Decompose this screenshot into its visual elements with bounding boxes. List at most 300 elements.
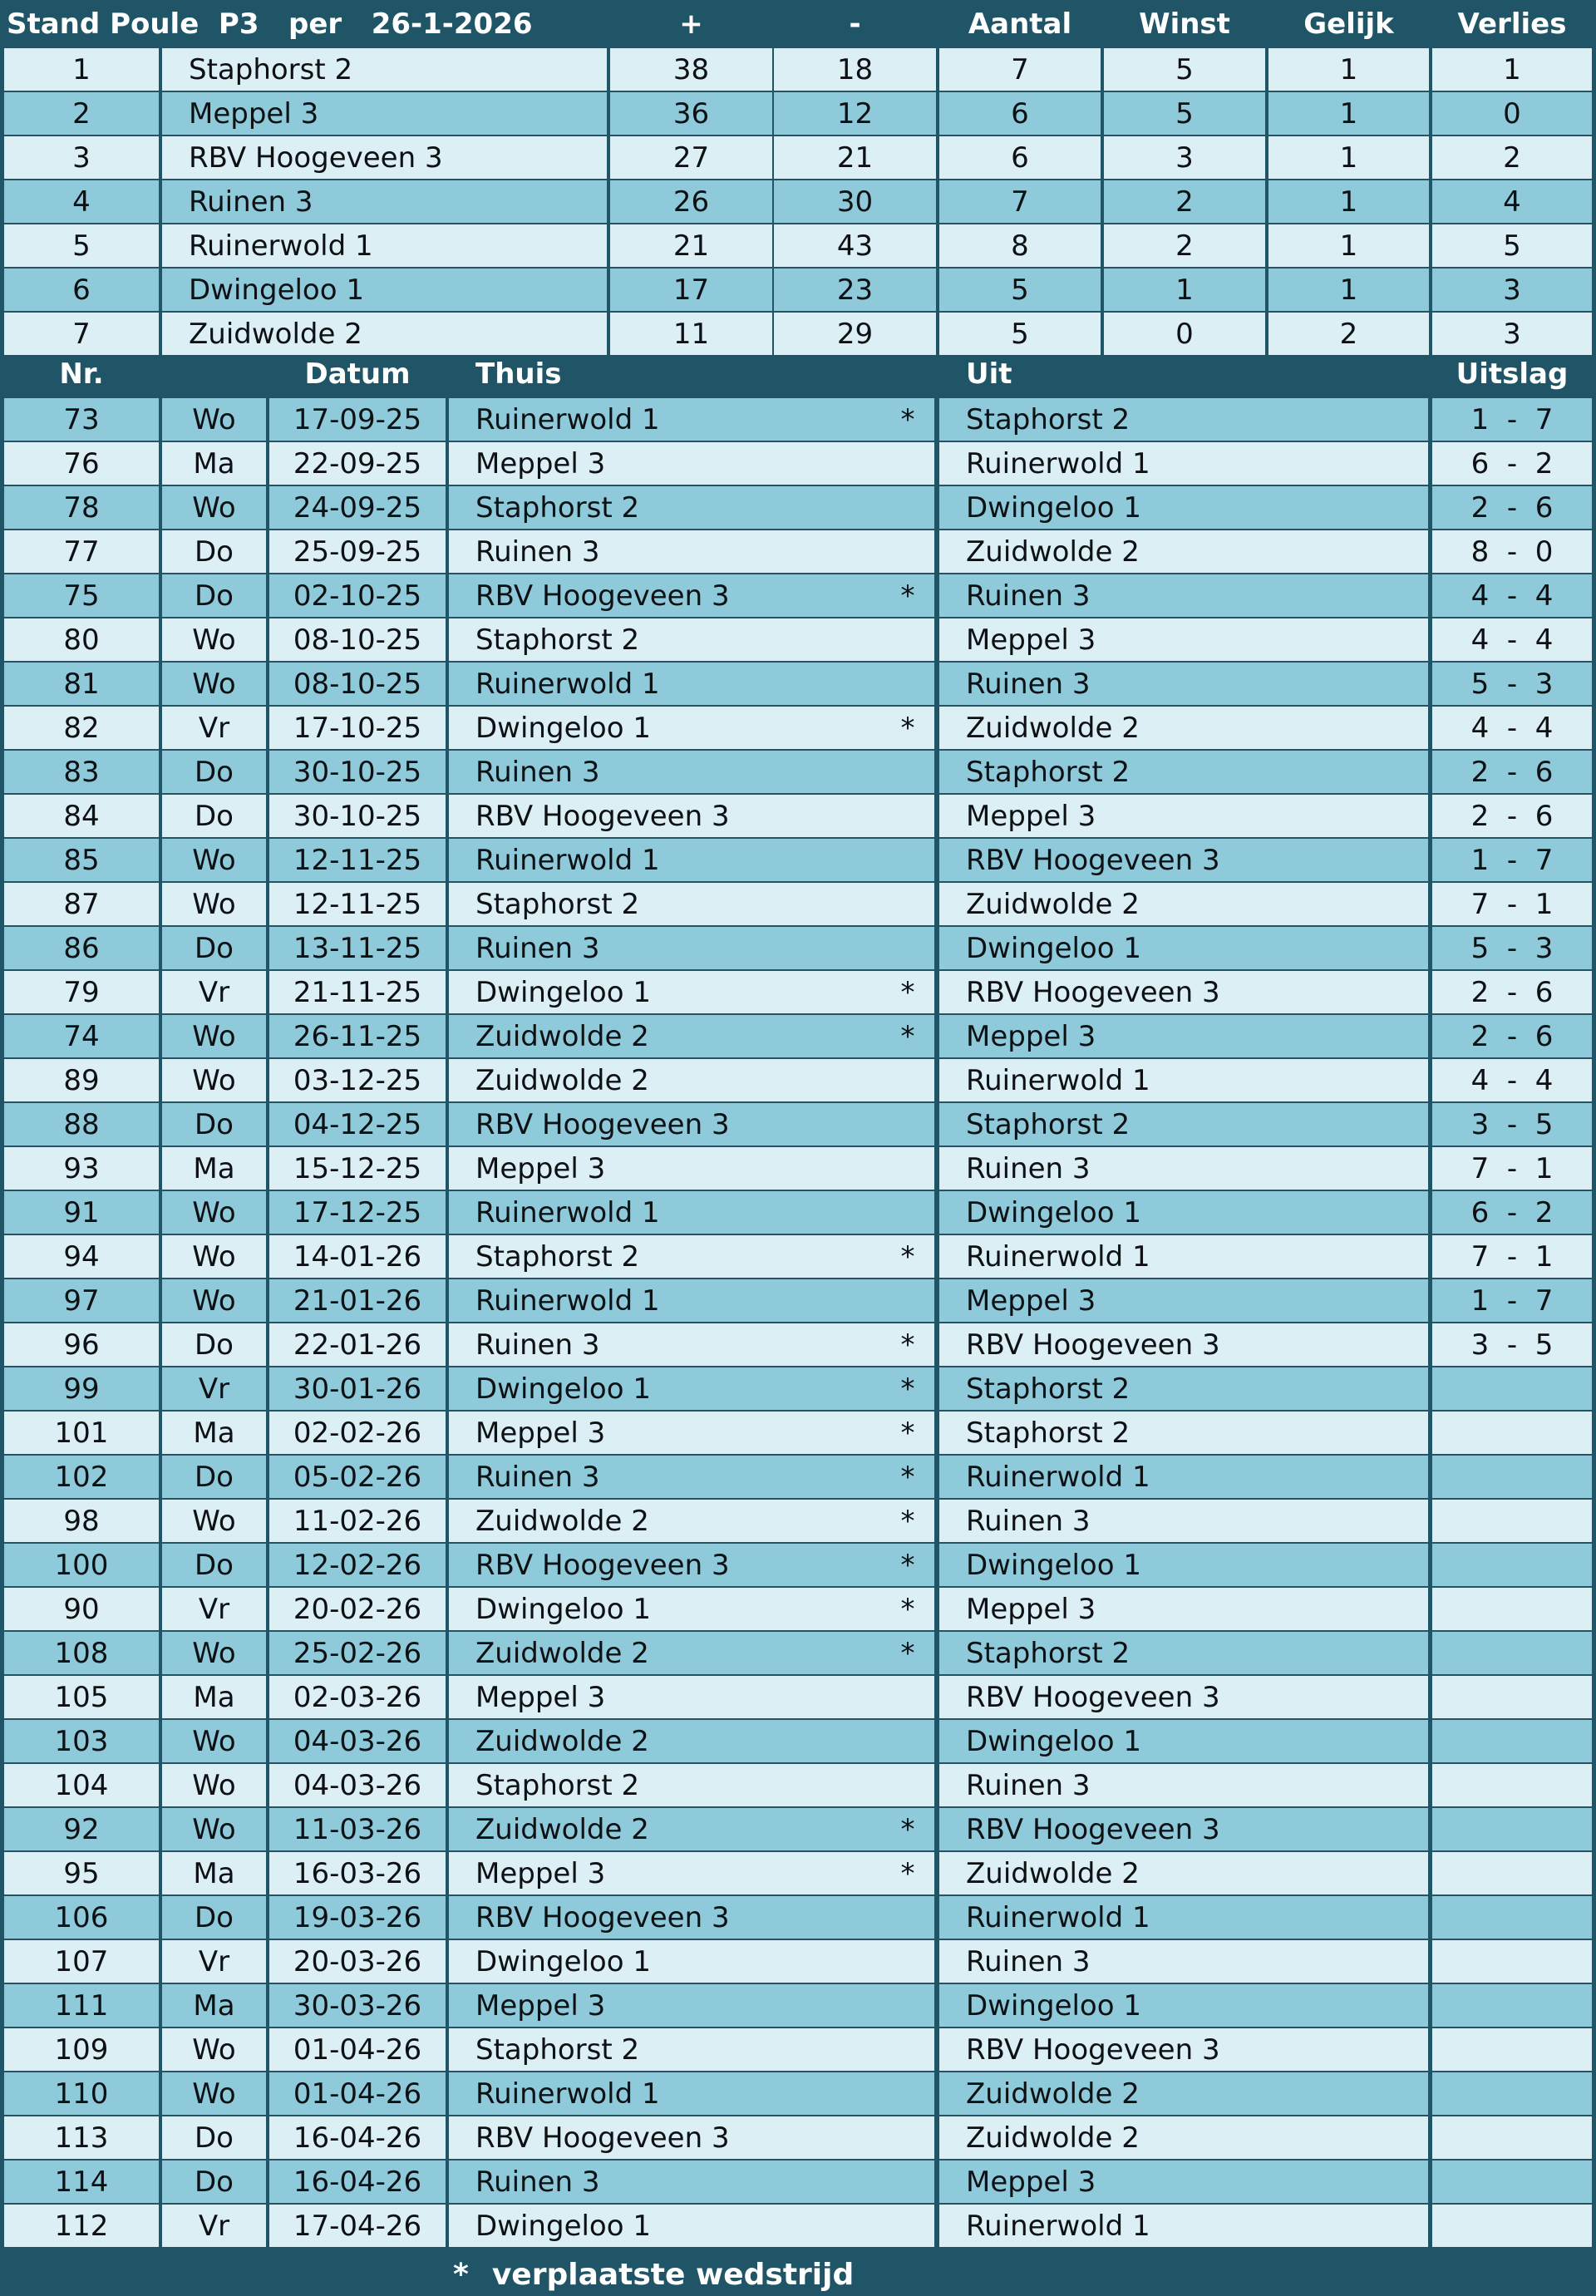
match-result: 7 - 1 xyxy=(1432,1147,1592,1190)
match-nr: 90 xyxy=(4,1588,159,1630)
match-date: 02-10-25 xyxy=(269,574,446,617)
match-date: 11-03-26 xyxy=(269,1808,446,1850)
match-home: RBV Hoogeveen 3 xyxy=(449,1544,881,1586)
match-moved-mark: * xyxy=(881,574,934,617)
standings-row xyxy=(0,48,1596,91)
match-home: Staphorst 2 xyxy=(449,883,881,925)
match-moved-mark: * xyxy=(881,1500,934,1542)
standing-plus: 17 xyxy=(610,269,772,311)
standings-row xyxy=(0,269,1596,311)
standing-verlies: 2 xyxy=(1432,136,1592,179)
footer-text: verplaatste wedstrijd xyxy=(491,2257,855,2292)
match-away: Zuidwolde 2 xyxy=(939,2072,1428,2115)
match-moved-mark xyxy=(881,839,934,881)
match-away: Staphorst 2 xyxy=(939,1632,1428,1674)
match-date: 22-09-25 xyxy=(269,442,446,485)
match-moved-mark xyxy=(881,1147,934,1190)
match-date: 30-10-25 xyxy=(269,795,446,837)
schedule-header-row xyxy=(0,355,1596,393)
match-moved-mark xyxy=(881,2161,934,2203)
match-date: 20-02-26 xyxy=(269,1588,446,1630)
match-moved-mark xyxy=(881,618,934,661)
match-date: 17-09-25 xyxy=(269,398,446,441)
standing-pos: 3 xyxy=(4,136,159,179)
match-result xyxy=(1432,1456,1592,1498)
match-moved-mark xyxy=(881,2028,934,2071)
match-row xyxy=(0,442,1596,485)
match-home: Ruinen 3 xyxy=(449,1456,881,1498)
match-day: Vr xyxy=(162,971,266,1013)
match-result xyxy=(1432,1632,1592,1674)
match-away: Ruinerwold 1 xyxy=(939,1059,1428,1101)
match-nr: 105 xyxy=(4,1676,159,1718)
match-day: Wo xyxy=(162,663,266,705)
match-result xyxy=(1432,1940,1592,1983)
standing-gelijk: 1 xyxy=(1268,180,1429,223)
match-nr: 112 xyxy=(4,2205,159,2247)
match-day: Wo xyxy=(162,839,266,881)
header-uitslag: Uitslag xyxy=(1456,357,1569,391)
standing-winst: 0 xyxy=(1104,313,1265,355)
match-home: Meppel 3 xyxy=(449,1984,881,2027)
match-row xyxy=(0,574,1596,617)
match-moved-mark xyxy=(881,751,934,793)
match-date: 04-03-26 xyxy=(269,1764,446,1806)
match-date: 04-03-26 xyxy=(269,1720,446,1762)
match-home: RBV Hoogeveen 3 xyxy=(449,574,881,617)
match-nr: 104 xyxy=(4,1764,159,1806)
standing-gelijk: 1 xyxy=(1268,136,1429,179)
match-date: 30-03-26 xyxy=(269,1984,446,2027)
match-away: Zuidwolde 2 xyxy=(939,883,1428,925)
match-moved-mark: * xyxy=(881,1323,934,1366)
match-result xyxy=(1432,1500,1592,1542)
standing-minus: 21 xyxy=(774,136,936,179)
match-date: 03-12-25 xyxy=(269,1059,446,1101)
match-row xyxy=(0,1191,1596,1234)
match-row xyxy=(0,1235,1596,1278)
match-nr: 99 xyxy=(4,1367,159,1410)
match-result: 3 - 5 xyxy=(1432,1103,1592,1146)
match-date: 26-11-25 xyxy=(269,1015,446,1057)
match-result xyxy=(1432,1720,1592,1762)
footer-note xyxy=(0,2253,1596,2296)
header-datum: Datum xyxy=(304,357,411,391)
match-row xyxy=(0,2116,1596,2159)
match-moved-mark xyxy=(881,442,934,485)
standing-aantal: 8 xyxy=(939,224,1101,267)
match-day: Ma xyxy=(162,1852,266,1894)
match-moved-mark xyxy=(881,1984,934,2027)
standing-gelijk: 2 xyxy=(1268,313,1429,355)
match-result: 2 - 6 xyxy=(1432,795,1592,837)
match-row xyxy=(0,2205,1596,2247)
match-day: Do xyxy=(162,1896,266,1939)
match-nr: 88 xyxy=(4,1103,159,1146)
match-away: Ruinen 3 xyxy=(939,663,1428,705)
match-row xyxy=(0,1147,1596,1190)
match-home: RBV Hoogeveen 3 xyxy=(449,1103,881,1146)
match-row xyxy=(0,486,1596,529)
match-day: Wo xyxy=(162,883,266,925)
match-nr: 94 xyxy=(4,1235,159,1278)
match-home: RBV Hoogeveen 3 xyxy=(449,1896,881,1939)
match-away: Dwingeloo 1 xyxy=(939,1984,1428,2027)
match-date: 21-11-25 xyxy=(269,971,446,1013)
match-home: Dwingeloo 1 xyxy=(449,1940,881,1983)
match-nr: 89 xyxy=(4,1059,159,1101)
match-date: 24-09-25 xyxy=(269,486,446,529)
match-moved-mark xyxy=(881,1191,934,1234)
match-date: 22-01-26 xyxy=(269,1323,446,1366)
match-day: Wo xyxy=(162,1235,266,1278)
match-result: 5 - 3 xyxy=(1432,663,1592,705)
match-row xyxy=(0,1367,1596,1410)
match-home: Ruinen 3 xyxy=(449,530,881,573)
standings-header-row xyxy=(0,0,1596,48)
standing-winst: 5 xyxy=(1104,48,1265,91)
match-nr: 108 xyxy=(4,1632,159,1674)
match-day: Ma xyxy=(162,442,266,485)
match-day: Do xyxy=(162,574,266,617)
match-date: 12-11-25 xyxy=(269,883,446,925)
match-day: Wo xyxy=(162,1279,266,1322)
match-away: Dwingeloo 1 xyxy=(939,927,1428,969)
match-away: Dwingeloo 1 xyxy=(939,1544,1428,1586)
match-moved-mark xyxy=(881,1676,934,1718)
match-nr: 101 xyxy=(4,1412,159,1454)
match-date: 21-01-26 xyxy=(269,1279,446,1322)
match-away: RBV Hoogeveen 3 xyxy=(939,1676,1428,1718)
match-nr: 82 xyxy=(4,707,159,749)
match-home: Ruinerwold 1 xyxy=(449,663,881,705)
match-day: Wo xyxy=(162,1059,266,1101)
match-date: 12-02-26 xyxy=(269,1544,446,1586)
match-moved-mark: * xyxy=(881,1367,934,1410)
match-date: 17-10-25 xyxy=(269,707,446,749)
standing-minus: 12 xyxy=(774,92,936,135)
match-row xyxy=(0,1808,1596,1850)
match-date: 11-02-26 xyxy=(269,1500,446,1542)
match-home: Meppel 3 xyxy=(449,1412,881,1454)
match-result xyxy=(1432,1984,1592,2027)
match-result: 2 - 6 xyxy=(1432,751,1592,793)
standing-plus: 36 xyxy=(610,92,772,135)
match-result: 2 - 6 xyxy=(1432,1015,1592,1057)
match-day: Wo xyxy=(162,1808,266,1850)
match-result: 7 - 1 xyxy=(1432,883,1592,925)
header-verlies: Verlies xyxy=(1457,7,1567,41)
match-day: Do xyxy=(162,1323,266,1366)
match-row xyxy=(0,795,1596,837)
match-row xyxy=(0,751,1596,793)
match-row xyxy=(0,1103,1596,1146)
match-away: Ruinerwold 1 xyxy=(939,2205,1428,2247)
match-date: 08-10-25 xyxy=(269,618,446,661)
match-away: RBV Hoogeveen 3 xyxy=(939,971,1428,1013)
match-result: 2 - 6 xyxy=(1432,971,1592,1013)
match-day: Wo xyxy=(162,2072,266,2115)
standings-row xyxy=(0,313,1596,355)
match-moved-mark: * xyxy=(881,1632,934,1674)
match-day: Wo xyxy=(162,1632,266,1674)
match-home: Meppel 3 xyxy=(449,1852,881,1894)
match-nr: 109 xyxy=(4,2028,159,2071)
match-date: 01-04-26 xyxy=(269,2072,446,2115)
match-result: 4 - 4 xyxy=(1432,618,1592,661)
header-aantal: Aantal xyxy=(968,7,1072,41)
match-moved-mark: * xyxy=(881,1808,934,1850)
match-nr: 84 xyxy=(4,795,159,837)
match-result: 1 - 7 xyxy=(1432,398,1592,441)
match-home: Ruinen 3 xyxy=(449,1323,881,1366)
standing-plus: 38 xyxy=(610,48,772,91)
match-result xyxy=(1432,1544,1592,1586)
standing-gelijk: 1 xyxy=(1268,48,1429,91)
header-nr: Nr. xyxy=(59,357,104,391)
standing-verlies: 3 xyxy=(1432,313,1592,355)
standing-verlies: 1 xyxy=(1432,48,1592,91)
match-day: Wo xyxy=(162,486,266,529)
match-nr: 107 xyxy=(4,1940,159,1983)
match-nr: 77 xyxy=(4,530,159,573)
match-nr: 80 xyxy=(4,618,159,661)
match-day: Do xyxy=(162,530,266,573)
match-moved-mark xyxy=(881,1896,934,1939)
match-nr: 113 xyxy=(4,2116,159,2159)
standing-minus: 30 xyxy=(774,180,936,223)
match-date: 16-04-26 xyxy=(269,2116,446,2159)
match-nr: 92 xyxy=(4,1808,159,1850)
standing-minus: 23 xyxy=(774,269,936,311)
match-row xyxy=(0,1852,1596,1894)
standing-aantal: 6 xyxy=(939,92,1101,135)
match-away: Staphorst 2 xyxy=(939,1412,1428,1454)
standing-minus: 43 xyxy=(774,224,936,267)
match-nr: 110 xyxy=(4,2072,159,2115)
match-row xyxy=(0,1940,1596,1983)
header-uit: Uit xyxy=(966,357,1012,391)
match-day: Wo xyxy=(162,1720,266,1762)
match-nr: 98 xyxy=(4,1500,159,1542)
standing-gelijk: 1 xyxy=(1268,92,1429,135)
match-result xyxy=(1432,1852,1592,1894)
match-moved-mark xyxy=(881,1940,934,1983)
match-moved-mark xyxy=(881,1279,934,1322)
match-home: Ruinerwold 1 xyxy=(449,398,881,441)
standing-aantal: 6 xyxy=(939,136,1101,179)
match-day: Do xyxy=(162,1103,266,1146)
match-moved-mark: * xyxy=(881,971,934,1013)
match-result: 5 - 3 xyxy=(1432,927,1592,969)
match-away: Ruinen 3 xyxy=(939,1764,1428,1806)
standing-aantal: 7 xyxy=(939,180,1101,223)
match-moved-mark: * xyxy=(881,1412,934,1454)
standing-pos: 5 xyxy=(4,224,159,267)
match-result: 4 - 4 xyxy=(1432,1059,1592,1101)
match-nr: 93 xyxy=(4,1147,159,1190)
match-day: Vr xyxy=(162,1588,266,1630)
match-day: Do xyxy=(162,2116,266,2159)
match-moved-mark: * xyxy=(881,1852,934,1894)
match-row xyxy=(0,530,1596,573)
match-date: 16-03-26 xyxy=(269,1852,446,1894)
header-thuis: Thuis xyxy=(475,357,562,391)
match-home: Zuidwolde 2 xyxy=(449,1015,881,1057)
header-winst: Winst xyxy=(1139,7,1230,41)
match-day: Wo xyxy=(162,1764,266,1806)
match-result: 2 - 6 xyxy=(1432,486,1592,529)
match-row xyxy=(0,883,1596,925)
match-row xyxy=(0,1500,1596,1542)
match-row xyxy=(0,1588,1596,1630)
match-result: 7 - 1 xyxy=(1432,1235,1592,1278)
match-day: Vr xyxy=(162,2205,266,2247)
standing-aantal: 5 xyxy=(939,313,1101,355)
match-away: Ruinen 3 xyxy=(939,1500,1428,1542)
match-home: Zuidwolde 2 xyxy=(449,1632,881,1674)
match-home: Zuidwolde 2 xyxy=(449,1500,881,1542)
match-row xyxy=(0,2161,1596,2203)
match-home: Meppel 3 xyxy=(449,442,881,485)
match-date: 08-10-25 xyxy=(269,663,446,705)
standing-pos: 7 xyxy=(4,313,159,355)
match-date: 13-11-25 xyxy=(269,927,446,969)
match-day: Do xyxy=(162,751,266,793)
standing-team: Staphorst 2 xyxy=(162,48,607,91)
match-result: 1 - 7 xyxy=(1432,1279,1592,1322)
match-home: Ruinen 3 xyxy=(449,2161,881,2203)
match-moved-mark: * xyxy=(881,1544,934,1586)
match-away: RBV Hoogeveen 3 xyxy=(939,1323,1428,1366)
header-gelijk: Gelijk xyxy=(1303,7,1394,41)
match-row xyxy=(0,1059,1596,1101)
standing-winst: 2 xyxy=(1104,224,1265,267)
match-home: Staphorst 2 xyxy=(449,486,881,529)
match-row xyxy=(0,1544,1596,1586)
standing-team: Dwingeloo 1 xyxy=(162,269,607,311)
standing-team: Meppel 3 xyxy=(162,92,607,135)
match-result xyxy=(1432,1367,1592,1410)
standing-winst: 3 xyxy=(1104,136,1265,179)
match-moved-mark: * xyxy=(881,1456,934,1498)
match-row xyxy=(0,1764,1596,1806)
standings-title: Stand Poule P3 per 26-1-2026 xyxy=(7,7,533,41)
match-date: 04-12-25 xyxy=(269,1103,446,1146)
match-result xyxy=(1432,1588,1592,1630)
match-nr: 100 xyxy=(4,1544,159,1586)
match-date: 17-12-25 xyxy=(269,1191,446,1234)
match-row xyxy=(0,1632,1596,1674)
standings-row xyxy=(0,224,1596,267)
standing-verlies: 4 xyxy=(1432,180,1592,223)
standing-winst: 1 xyxy=(1104,269,1265,311)
match-away: Ruinen 3 xyxy=(939,1940,1428,1983)
header-minus: - xyxy=(849,7,861,41)
match-result xyxy=(1432,2161,1592,2203)
standings-row xyxy=(0,136,1596,179)
standing-team: Zuidwolde 2 xyxy=(162,313,607,355)
match-away: Ruinerwold 1 xyxy=(939,442,1428,485)
match-result: 8 - 0 xyxy=(1432,530,1592,573)
match-nr: 111 xyxy=(4,1984,159,2027)
match-away: Staphorst 2 xyxy=(939,398,1428,441)
match-away: Zuidwolde 2 xyxy=(939,2116,1428,2159)
match-day: Do xyxy=(162,927,266,969)
match-day: Ma xyxy=(162,1984,266,2027)
match-date: 20-03-26 xyxy=(269,1940,446,1983)
match-away: RBV Hoogeveen 3 xyxy=(939,1808,1428,1850)
standing-pos: 2 xyxy=(4,92,159,135)
match-away: Staphorst 2 xyxy=(939,1367,1428,1410)
match-nr: 106 xyxy=(4,1896,159,1939)
match-away: RBV Hoogeveen 3 xyxy=(939,839,1428,881)
match-row xyxy=(0,1412,1596,1454)
match-moved-mark xyxy=(881,883,934,925)
match-moved-mark xyxy=(881,663,934,705)
match-result: 6 - 2 xyxy=(1432,1191,1592,1234)
match-day: Vr xyxy=(162,707,266,749)
match-moved-mark xyxy=(881,927,934,969)
match-away: Ruinerwold 1 xyxy=(939,1235,1428,1278)
match-away: Dwingeloo 1 xyxy=(939,1191,1428,1234)
standings-row xyxy=(0,180,1596,223)
match-moved-mark xyxy=(881,486,934,529)
match-moved-mark: * xyxy=(881,1015,934,1057)
match-away: Ruinen 3 xyxy=(939,574,1428,617)
match-result xyxy=(1432,2205,1592,2247)
standing-winst: 2 xyxy=(1104,180,1265,223)
standing-gelijk: 1 xyxy=(1268,224,1429,267)
match-date: 25-02-26 xyxy=(269,1632,446,1674)
match-home: RBV Hoogeveen 3 xyxy=(449,795,881,837)
match-result: 4 - 4 xyxy=(1432,574,1592,617)
match-day: Wo xyxy=(162,1191,266,1234)
standing-plus: 21 xyxy=(610,224,772,267)
match-away: Meppel 3 xyxy=(939,618,1428,661)
match-away: Meppel 3 xyxy=(939,795,1428,837)
match-row xyxy=(0,1456,1596,1498)
match-away: Meppel 3 xyxy=(939,2161,1428,2203)
match-nr: 79 xyxy=(4,971,159,1013)
match-day: Do xyxy=(162,1456,266,1498)
match-moved-mark xyxy=(881,2116,934,2159)
match-home: Dwingeloo 1 xyxy=(449,1367,881,1410)
match-result xyxy=(1432,2028,1592,2071)
match-day: Wo xyxy=(162,1500,266,1542)
match-away: Ruinerwold 1 xyxy=(939,1896,1428,1939)
standing-gelijk: 1 xyxy=(1268,269,1429,311)
match-moved-mark xyxy=(881,1720,934,1762)
match-away: Dwingeloo 1 xyxy=(939,1720,1428,1762)
standing-plus: 11 xyxy=(610,313,772,355)
header-plus: + xyxy=(679,7,703,41)
match-away: Zuidwolde 2 xyxy=(939,1852,1428,1894)
standing-team: Ruinen 3 xyxy=(162,180,607,223)
match-nr: 86 xyxy=(4,927,159,969)
match-date: 30-10-25 xyxy=(269,751,446,793)
match-result xyxy=(1432,1412,1592,1454)
match-nr: 102 xyxy=(4,1456,159,1498)
match-home: Staphorst 2 xyxy=(449,2028,881,2071)
match-nr: 75 xyxy=(4,574,159,617)
match-result: 6 - 2 xyxy=(1432,442,1592,485)
match-home: Dwingeloo 1 xyxy=(449,707,881,749)
match-home: Dwingeloo 1 xyxy=(449,1588,881,1630)
match-day: Do xyxy=(162,1544,266,1586)
match-home: Zuidwolde 2 xyxy=(449,1808,881,1850)
match-result xyxy=(1432,1896,1592,1939)
